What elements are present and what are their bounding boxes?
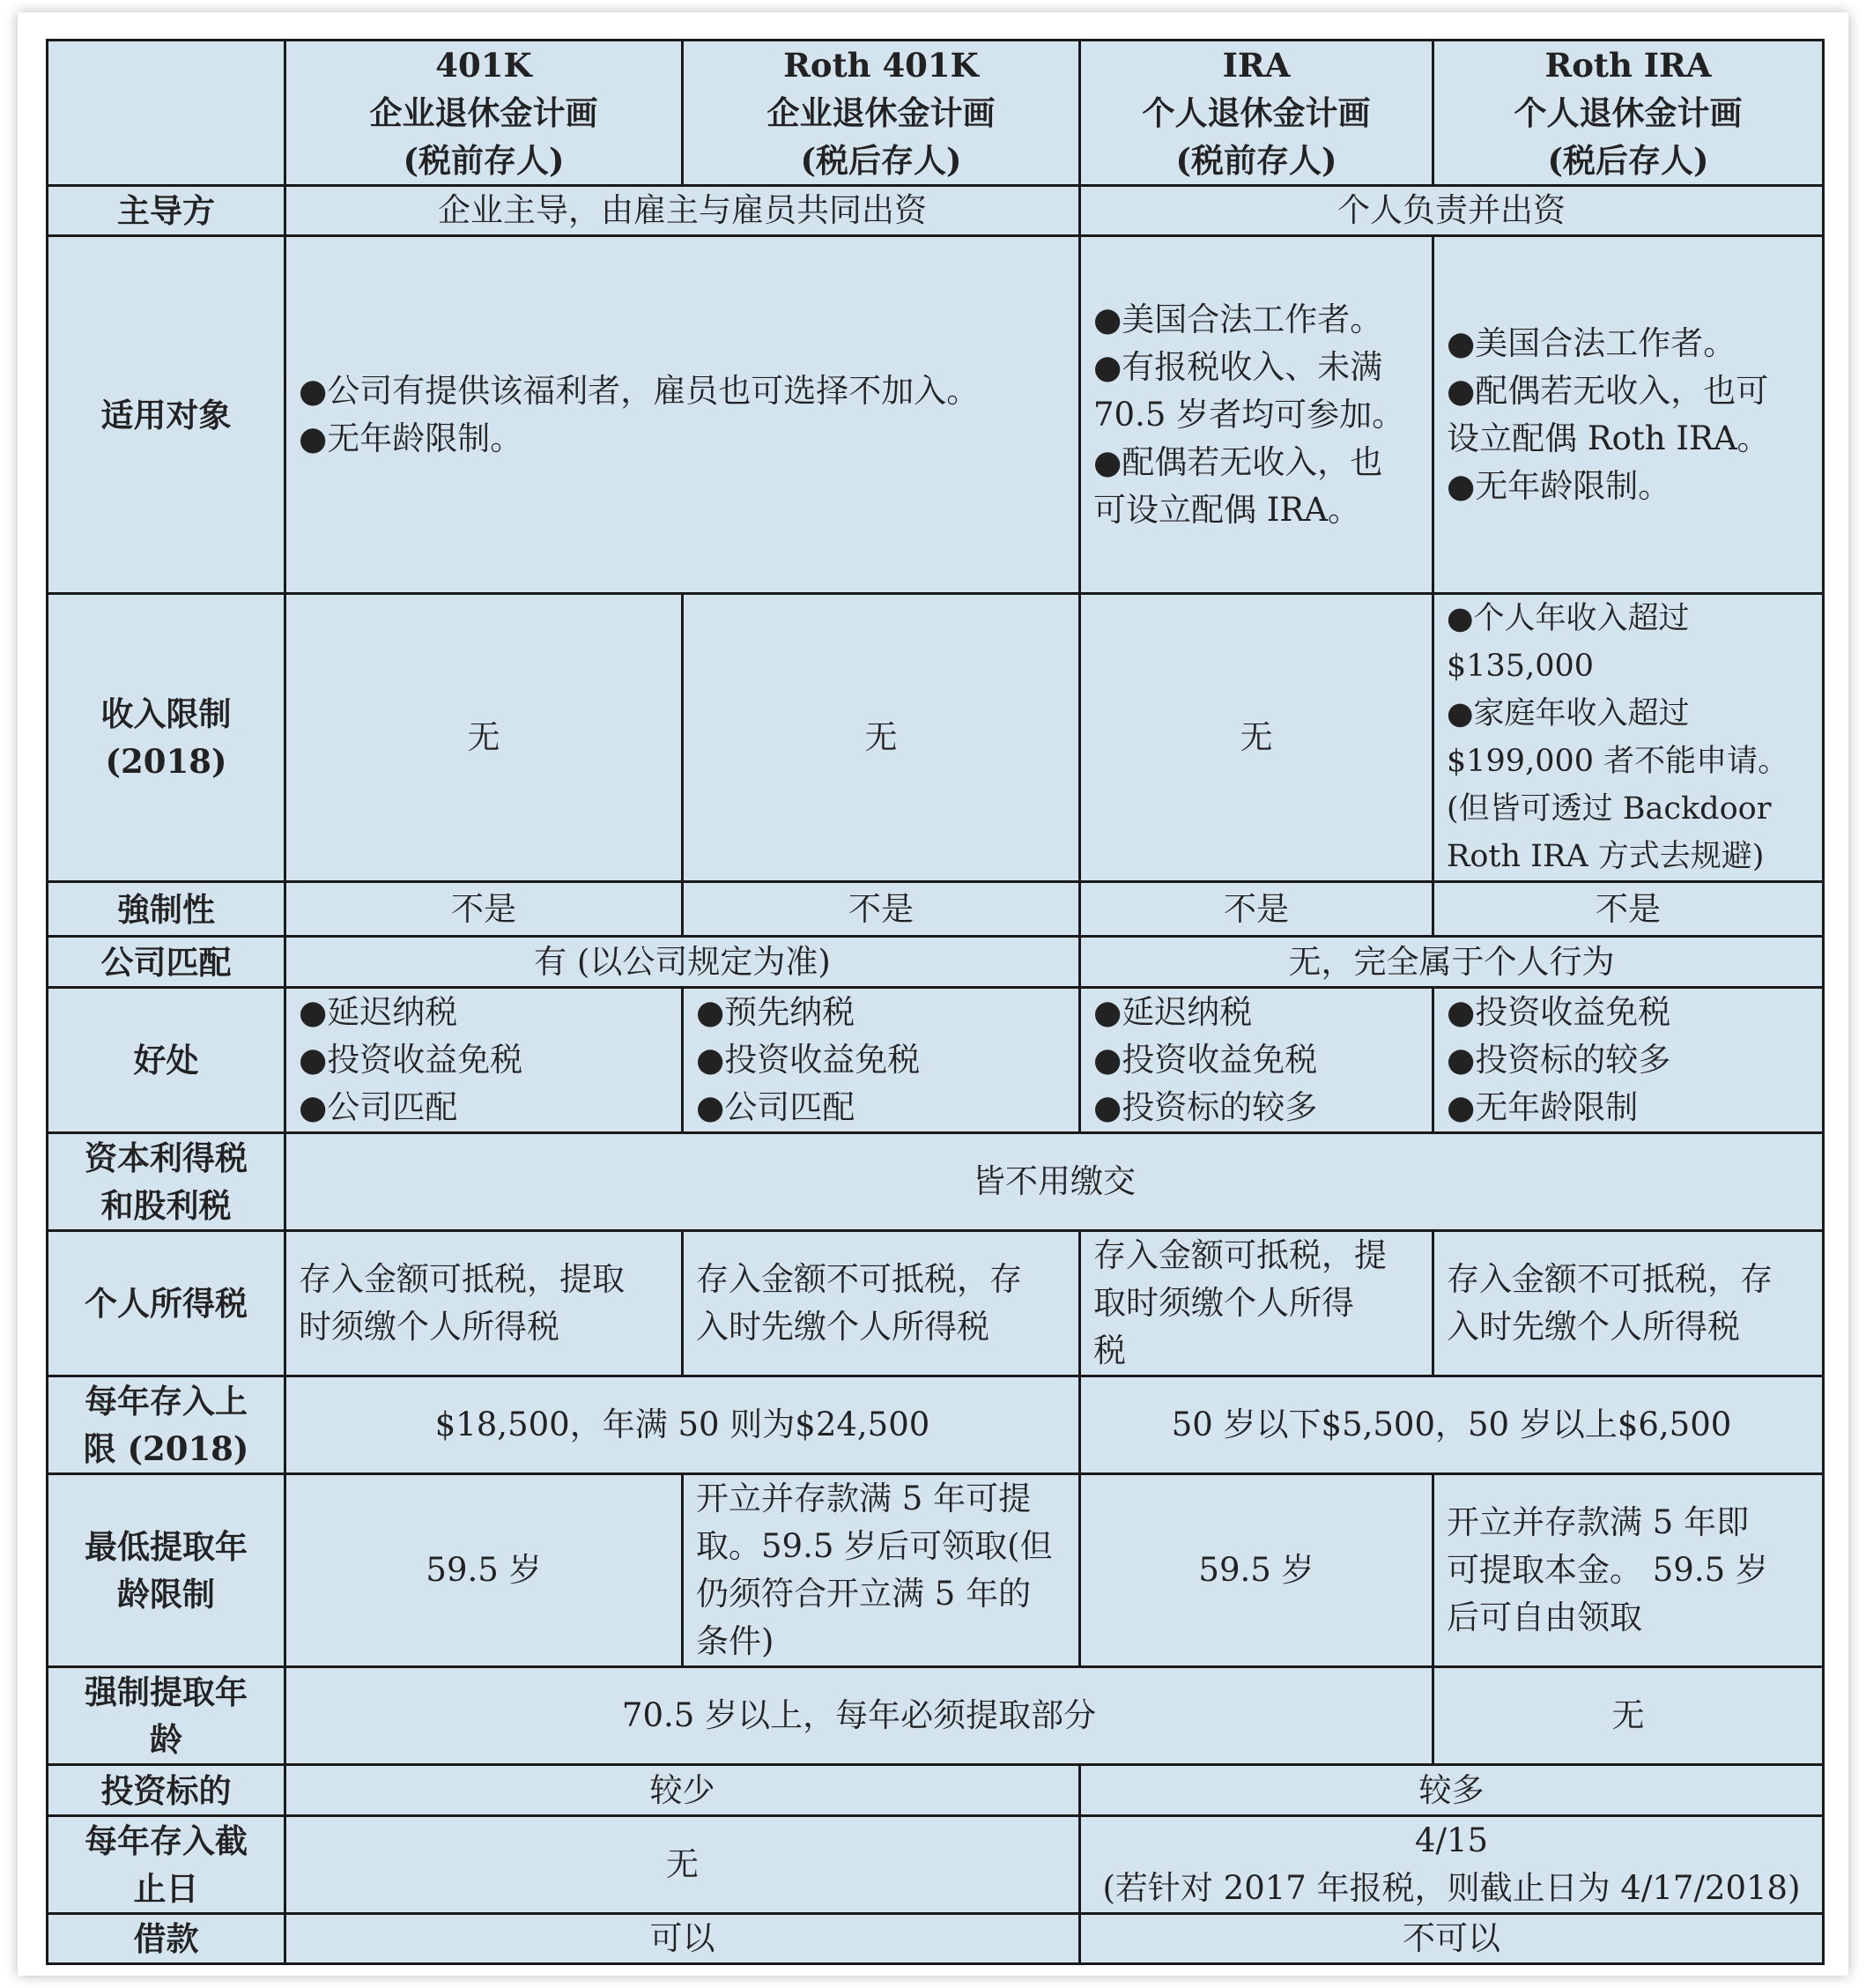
- col-header-401k: 401K 企业退休金计画 (税前存人): [285, 41, 683, 186]
- row-label: 主导方: [48, 186, 285, 236]
- col-header-roth-ira: Roth IRA 个人退休金计画 (税后存人): [1433, 41, 1824, 186]
- cell-roth-401k: 存入金额不可抵税，存 入时先缴个人所得税: [683, 1231, 1080, 1376]
- cell-employer: 有 (以公司规定为准): [285, 937, 1080, 988]
- col-header-ira: IRA 个人退休金计画 (税前存人): [1080, 41, 1433, 186]
- row-label: 好处: [48, 988, 285, 1133]
- document-card: [18, 12, 1848, 1976]
- row-investment: [48, 1765, 1824, 1816]
- row-deadline: [48, 1816, 1824, 1914]
- cell-401k: 不是: [285, 882, 683, 937]
- row-loan: [48, 1914, 1824, 1964]
- row-label: 最低提取年 龄限制: [48, 1474, 285, 1667]
- cell-employer: 可以: [285, 1914, 1080, 1964]
- cell-roth-ira: 不是: [1433, 882, 1824, 937]
- row-label: 每年存入截 止日: [48, 1816, 285, 1914]
- cell-ira: 存入金额可抵税，提 取时须缴个人所得 税: [1080, 1231, 1433, 1376]
- col-header-roth-401k: Roth 401K 企业退休金计画 (税后存人): [683, 41, 1080, 186]
- cell-ira: 59.5 岁: [1080, 1474, 1433, 1667]
- row-required-age: [48, 1667, 1824, 1765]
- cell-individual: 不可以: [1080, 1914, 1824, 1964]
- cell-individual: 无，完全属于个人行为: [1080, 937, 1824, 988]
- cell-roth-ira: 无: [1433, 1667, 1824, 1765]
- cell-roth-401k: 无: [683, 594, 1080, 882]
- cell-employer: 企业主导，由雇主与雇员共同出资: [285, 186, 1080, 236]
- corner-cell: [48, 41, 285, 186]
- row-capital-gains: [48, 1133, 1824, 1231]
- row-label: 投资标的: [48, 1765, 285, 1816]
- cell-individual: 个人负责并出资: [1080, 186, 1824, 236]
- row-label: 借款: [48, 1914, 285, 1964]
- row-income-tax: [48, 1231, 1824, 1376]
- row-mandatory: [48, 882, 1824, 937]
- cell-ira: ●延迟纳税 ●投资收益免税 ●投资标的较多: [1080, 988, 1433, 1133]
- cell-roth-401k: ●预先纳税 ●投资收益免税 ●公司匹配: [683, 988, 1080, 1133]
- cell-ira: 无: [1080, 594, 1433, 882]
- row-leader: [48, 186, 1824, 236]
- cell-roth-ira: ●美国合法工作者。 ●配偶若无收入，也可 设立配偶 Roth IRA。 ●无年龄限制。: [1433, 236, 1824, 594]
- row-label: 适用对象: [48, 236, 285, 594]
- cell-ira: ●美国合法工作者。 ●有报税收入、未满 70.5 岁者均可参加。 ●配偶若无收入，也 可设立配偶 IRA。: [1080, 236, 1433, 594]
- cell-employer: 无: [285, 1816, 1080, 1914]
- row-label: 收入限制 (2018): [48, 594, 285, 882]
- cell-roth-401k: 开立并存款满 5 年可提 取。59.5 岁后可领取(但 仍须符合开立满 5 年的 条件): [683, 1474, 1080, 1667]
- row-income-limit: [48, 594, 1824, 882]
- cell-individual: 4/15 (若针对 2017 年报税，则截止日为 4/17/2018): [1080, 1816, 1824, 1914]
- row-min-age: [48, 1474, 1824, 1667]
- cell-ira: 不是: [1080, 882, 1433, 937]
- row-annual-limit: [48, 1376, 1824, 1474]
- cell-roth-ira: ●投资收益免税 ●投资标的较多 ●无年龄限制: [1433, 988, 1824, 1133]
- row-label: 资本利得税 和股利税: [48, 1133, 285, 1231]
- cell-employer: 较少: [285, 1765, 1080, 1816]
- cell-roth-ira: 存入金额不可抵税，存 入时先缴个人所得税: [1433, 1231, 1824, 1376]
- row-company-match: [48, 937, 1824, 988]
- cell-employer: ●公司有提供该福利者，雇员也可选择不加入。 ●无年龄限制。: [285, 236, 1080, 594]
- cell-401k: ●延迟纳税 ●投资收益免税 ●公司匹配: [285, 988, 683, 1133]
- row-label: 強制性: [48, 882, 285, 937]
- retirement-plan-comparison-table: [46, 39, 1825, 1965]
- cell-401k: 存入金额可抵税，提取 时须缴个人所得税: [285, 1231, 683, 1376]
- row-label: 个人所得税: [48, 1231, 285, 1376]
- cell-401k: 59.5 岁: [285, 1474, 683, 1667]
- cell-employer: $18,500，年满 50 则为$24,500: [285, 1376, 1080, 1474]
- header-row: [48, 41, 1824, 186]
- cell-roth-ira: ●个人年收入超过 $135,000 ●家庭年收入超过 $199,000 者不能申请。 (但皆可透过 Backdoor Roth IRA 方式去规避): [1433, 594, 1824, 882]
- cell-all: 皆不用缴交: [285, 1133, 1824, 1231]
- cell-roth-401k: 不是: [683, 882, 1080, 937]
- row-eligibility: [48, 236, 1824, 594]
- cell-individual: 较多: [1080, 1765, 1824, 1816]
- cell-first-three: 70.5 岁以上，每年必须提取部分: [285, 1667, 1433, 1765]
- row-benefits: [48, 988, 1824, 1133]
- cell-roth-ira: 开立并存款满 5 年即 可提取本金。 59.5 岁 后可自由领取: [1433, 1474, 1824, 1667]
- row-label: 强制提取年 龄: [48, 1667, 285, 1765]
- row-label: 每年存入上 限 (2018): [48, 1376, 285, 1474]
- cell-individual: 50 岁以下$5,500，50 岁以上$6,500: [1080, 1376, 1824, 1474]
- cell-401k: 无: [285, 594, 683, 882]
- row-label: 公司匹配: [48, 937, 285, 988]
